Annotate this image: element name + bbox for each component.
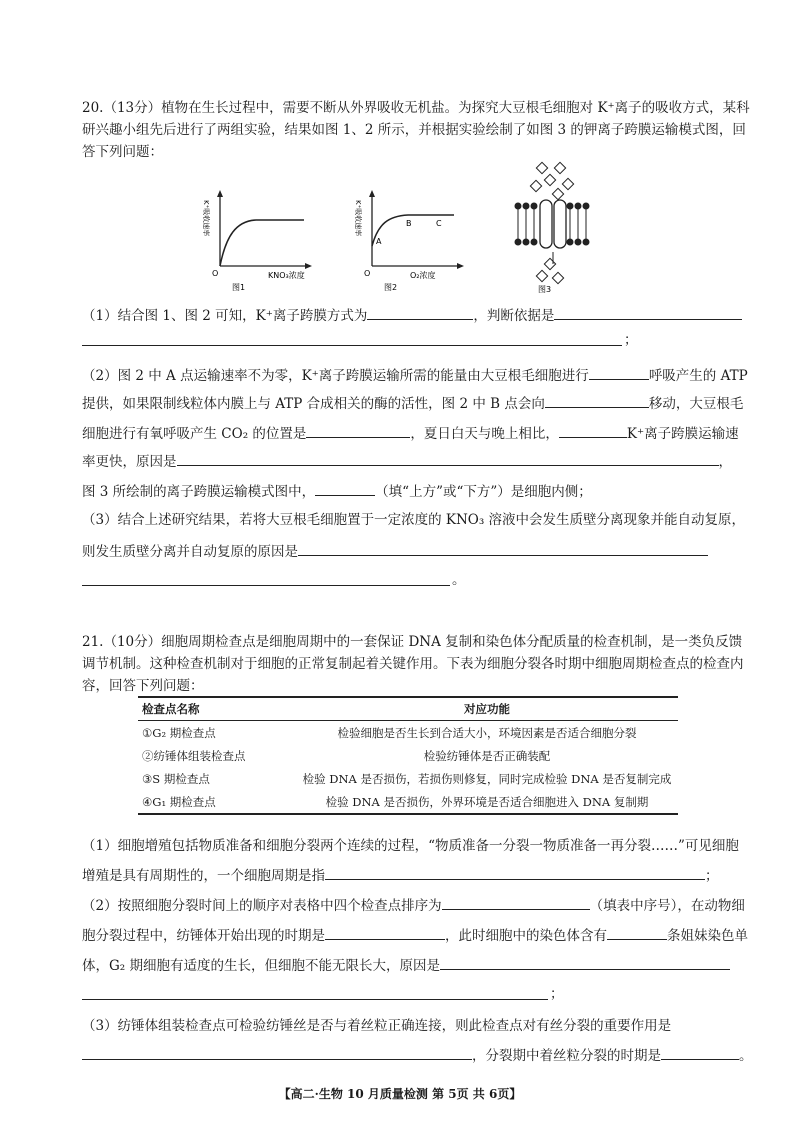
q21-part1-blank-cycle[interactable] — [325, 864, 705, 880]
fig2-xlabel: O₂浓度 — [410, 271, 436, 280]
table-header-name: 检查点名称 — [138, 697, 296, 721]
q20-part1-line1 — [82, 304, 742, 326]
fig2-origin: O — [364, 269, 371, 278]
table-header-row — [138, 697, 678, 721]
table-cell: 检验 DNA 是否损伤，若损伤则修复，同时完成检验 DNA 是否复制完成 — [302, 771, 672, 786]
table-row — [138, 744, 678, 767]
q20-part1-blank-method[interactable] — [367, 304, 473, 320]
fig3-ions-top — [530, 162, 573, 199]
q20-part3-text: 则发生质壁分离并自动复原的原因是 — [82, 544, 298, 560]
page-footer: 【高二·生物 10 月质量检测 第 5页 共 6页】 — [278, 1087, 522, 1101]
q21-part1-text: 增殖是具有周期性的，一个细胞周期是指 — [82, 868, 325, 884]
q21-part2-blank-order[interactable] — [442, 894, 590, 910]
fig2-point-a: A — [376, 237, 382, 246]
q20-part2-blank-respiration[interactable] — [589, 364, 649, 380]
q21-part2-blank-phase[interactable] — [325, 924, 445, 940]
fig2-point-b: B — [406, 219, 412, 228]
q20-intro-line2: 研兴趣小组先后进行了两组实验，结果如图 1、2 所示，并根据实验绘制了如图 3 的钾离子跨膜运输模式图，回 — [82, 122, 746, 138]
q20-part2-blank-direction[interactable] — [545, 392, 649, 408]
q21-part2-blank-reason-cont[interactable] — [82, 998, 548, 1000]
q21-part2-text: （2）按照细胞分裂时间上的顺序对表格中四个检查点排序为 — [82, 898, 442, 914]
q21-part2-line3 — [82, 954, 742, 976]
q20-part3-line2 — [82, 540, 742, 562]
table-header-function: 对应功能 — [296, 697, 678, 721]
table-cell: ①G₂ 期检查点 — [142, 725, 216, 740]
q20-part3-line1: （3）结合上述研究结果，若将大豆根毛细胞置于一定浓度的 KNO₃ 溶液中会发生质壁分离现象并能自动复原， — [82, 512, 746, 528]
q20-part2-text: 提供，如果限制线粒体内膜上与 ATP 合成相关的酶的活性，图 2 中 B 点会向 — [82, 396, 545, 412]
q20-part2-text: （2）图 2 中 A 点运输速率不为零，K⁺离子跨膜运输所需的能量由大豆根毛细胞进行 — [82, 368, 589, 384]
q21-part3-text: 。 — [739, 1048, 753, 1064]
q21-part2-text: 胞分裂过程中，纺锤体开始出现的时期是 — [82, 928, 325, 944]
q21-part2-line1 — [82, 894, 745, 916]
q20-part2-line2 — [82, 392, 742, 414]
q20-part2-text: ， — [718, 454, 732, 470]
q21-part2-text: （填表中序号），在动物细 — [589, 898, 745, 914]
q21-part1-text: ； — [705, 868, 719, 884]
table-row — [138, 790, 678, 814]
q20-part2-text: 细胞进行有氧呼吸产生 CO₂ 的位置是 — [82, 426, 307, 442]
q20-part2-text: K⁺离子跨膜运输速 — [626, 426, 739, 442]
fig1-xlabel: KNO₃浓度 — [268, 271, 305, 280]
q21-intro-line1: 21.（10分）细胞周期检查点是细胞周期中的一套保证 DNA 复制和染色体分配质量的检查机制，是一类负反馈 — [82, 634, 743, 650]
q20-part1-text-a: （1）结合图 1、图 2 可知，K⁺离子跨膜方式为 — [82, 308, 368, 324]
fig2-ylabel: K⁺吸收速率 — [354, 200, 362, 237]
q20-part3-blank-reason-cont[interactable] — [82, 584, 450, 586]
q21-part3-blank-role[interactable] — [82, 1044, 472, 1060]
q21-part1-line2 — [82, 864, 742, 886]
table-cell: ③S 期检查点 — [142, 771, 210, 786]
q20-part2-blank-co2-site[interactable] — [306, 422, 410, 438]
q21-part3-line1: （3）纺锤体组装检查点可检验纺锤丝是否与着丝粒正确连接，则此检查点对有丝分裂的重要作用是 — [82, 1018, 672, 1034]
q21-intro-line3: 容，回答下列问题： — [82, 678, 204, 694]
q20-part1-text-b: ，判断依据是 — [473, 308, 555, 324]
q20-intro-line1: 20.（13分）植物在生长过程中，需要不断从外界吸收无机盐。为探究大豆根毛细胞对 K⁺离子的吸收方式，某科 — [82, 100, 750, 116]
fig3-caption: 图3 — [538, 285, 552, 294]
q20-intro-line3: 答下列问题： — [82, 144, 163, 160]
q20-part2-text: 移动，大豆根毛 — [648, 396, 744, 412]
q20-part2-line5 — [82, 480, 742, 502]
checkpoint-table — [138, 696, 678, 815]
fig1-ylabel: K⁺吸收速率 — [202, 200, 210, 237]
table-row — [138, 767, 678, 790]
q20-part2-line4 — [82, 450, 742, 472]
table-cell: 检验纺锤体是否正确装配 — [423, 748, 551, 763]
q20-part2-line1 — [82, 364, 748, 386]
fig1-curve — [220, 220, 304, 266]
q21-part2-end: ； — [550, 986, 564, 1002]
fig2-point-c: C — [436, 219, 442, 228]
q21-part2-text: 条姐妹染色单 — [667, 928, 748, 944]
figure-2 — [350, 186, 470, 294]
fig1-origin: O — [212, 269, 219, 278]
figure-1 — [196, 186, 316, 294]
fig1-caption: 图1 — [232, 283, 246, 292]
q20-part2-text: 率更快，原因是 — [82, 454, 177, 470]
table-cell: ④G₁ 期检查点 — [138, 790, 296, 814]
q20-part2-text: ，夏日白天与晚上相比， — [410, 426, 559, 442]
q21-part2-blank-count[interactable] — [607, 924, 667, 940]
q20-part3-end: 。 — [452, 572, 466, 588]
q20-part2-blank-reason[interactable] — [177, 450, 719, 466]
q21-part3-line2 — [82, 1044, 753, 1066]
q20-part1-end: ； — [624, 332, 638, 348]
fig3-ions-bottom — [536, 258, 563, 283]
fig2-caption: 图2 — [384, 283, 398, 292]
fig2-curve — [372, 215, 454, 246]
q21-part1-line1: （1）细胞增殖包括物质准备和细胞分裂两个连续的过程，“物质准备一分裂一物质准备一再分裂……”可见细胞 — [82, 838, 739, 854]
q20-part1-blank-basis[interactable] — [554, 304, 742, 320]
q21-part2-text: 体，G₂ 期细胞有适度的生长，但细胞不能无限长大，原因是 — [82, 958, 440, 974]
q21-part2-text: ，此时细胞中的染色体含有 — [445, 928, 607, 944]
figure-3 — [508, 160, 598, 294]
q20-part2-blank-inner-side[interactable] — [315, 480, 375, 496]
table-cell: ②纺锤体组装检查点 — [142, 748, 246, 763]
table-cell: 检验 DNA 是否损伤，外界环境是否适合细胞进入 DNA 复制期 — [296, 790, 678, 814]
q21-intro-line2: 调节机制。这种检查机制对于细胞的正常复制起着关键作用。下表为细胞分裂各时期中细胞周期检查点的检查内 — [82, 656, 744, 672]
q21-part3-text: ，分裂期中着丝粒分裂的时期是 — [472, 1048, 661, 1064]
q21-part2-blank-reason[interactable] — [440, 954, 730, 970]
q20-part2-blank-time[interactable] — [559, 422, 627, 438]
q20-part2-line3 — [82, 422, 742, 444]
q20-part2-text: 图 3 所绘制的离子跨膜运输模式图中， — [82, 484, 316, 500]
q20-part2-text: （填“上方”或“下方”）是细胞内侧； — [375, 484, 592, 500]
q21-part3-blank-phase[interactable] — [661, 1044, 739, 1060]
q20-part2-text: 呼吸产生的 ATP — [648, 368, 748, 384]
q20-part3-blank-reason[interactable] — [298, 540, 708, 556]
table-cell: 检验细胞是否生长到合适大小，环境因素是否适合细胞分裂 — [337, 725, 637, 740]
q20-part1-blank-basis-cont[interactable] — [82, 344, 622, 346]
q21-part2-line2 — [82, 924, 748, 946]
fig3-channel-protein — [540, 200, 566, 248]
table-row — [138, 721, 678, 745]
